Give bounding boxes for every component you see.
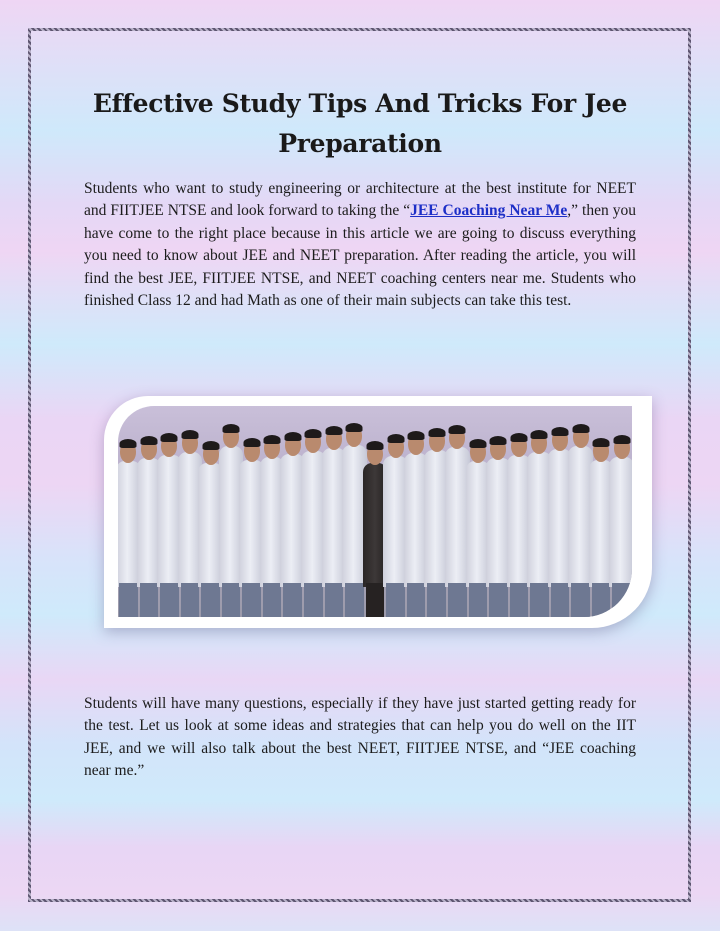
faculty-photo-frame xyxy=(104,396,652,628)
second-paragraph: Students will have many questions, especially if they have just started getting ready for the test. Let us look at some ideas and strategies that can help you do well on the IIT JEE, and we will also talk about the best NEET, FIITJEE NTSE, and “JEE coaching near me.” xyxy=(84,695,636,780)
intro-text-after-link: ,” then you have come to the right place because in this article we are going to discuss everything you need to know about JEE and NEET preparation. After reading the article, you will find the best JEE, FIITJEE NTSE, and NEET coaching centers near me. Students who finished Class 12 and had Math as one of their main subjects can take this test. xyxy=(84,202,636,310)
intro-paragraph xyxy=(84,178,636,312)
jee-coaching-near-me-link[interactable]: JEE Coaching Near Me xyxy=(410,202,568,220)
intro-text-before-link: Students who want to study engineering or architecture at the best institute for NEET and FIITJEE NTSE and look forward to taking the “ xyxy=(84,180,636,220)
person-figure xyxy=(609,435,632,617)
page-title: Effective Study Tips And Tricks For Jee Preparation xyxy=(92,89,628,158)
faculty-group-photo xyxy=(118,406,632,617)
